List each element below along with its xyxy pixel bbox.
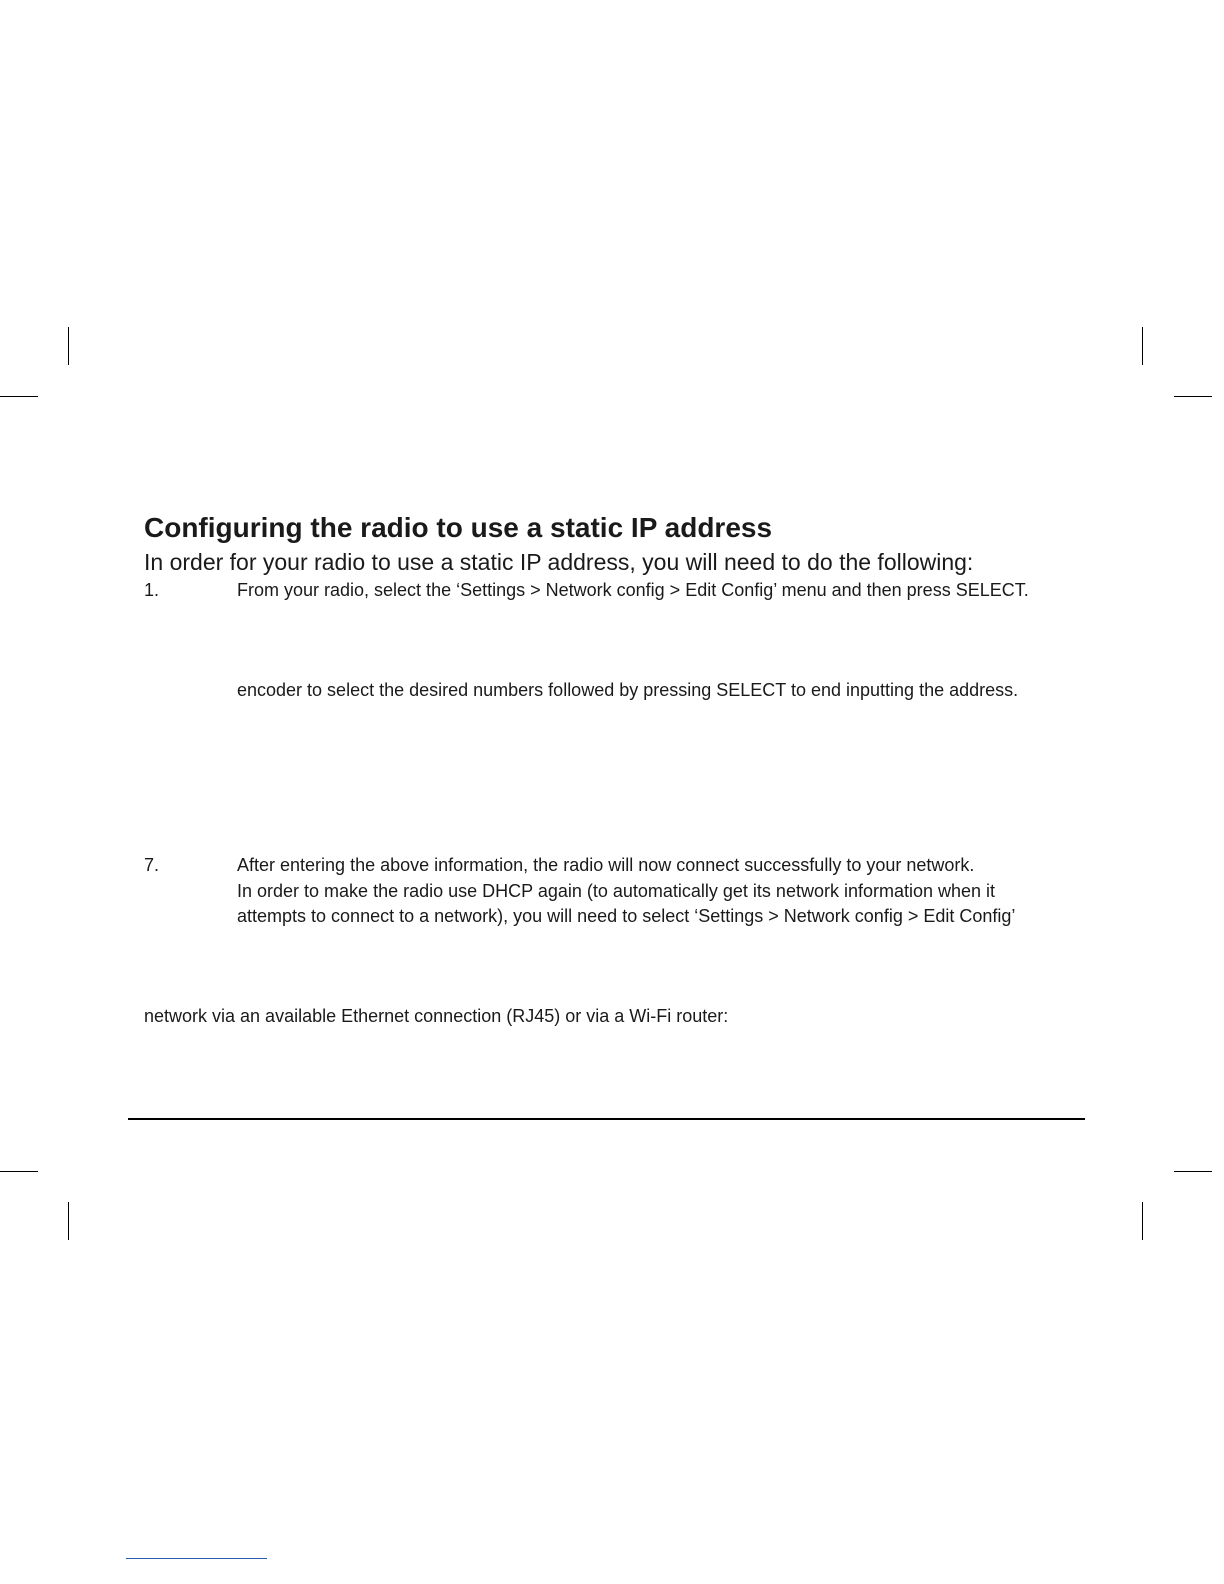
step-text-line: attempts to connect to a network), you will need to select ‘Settings > Network config > Edit Config’ — [237, 906, 1016, 926]
section-heading: Configuring the radio to use a static IP address — [144, 512, 773, 543]
step-text-line: encoder to select the desired numbers followed by pressing SELECT to end inputting the address. — [237, 680, 1019, 700]
crop-mark-bottom-right-vertical — [1142, 1202, 1143, 1240]
crop-mark-top-right-horizontal — [1174, 396, 1212, 397]
step-text-line: In order to make the radio use DHCP again (to automatically get its network information when it — [237, 881, 996, 901]
crop-mark-bottom-right-horizontal — [1174, 1171, 1212, 1172]
section-intro: In order for your radio to use a static IP address, you will need to do the following: — [144, 549, 974, 575]
footnote-rule — [126, 1558, 267, 1559]
step-number: 7. — [144, 855, 160, 875]
crop-mark-bottom-left-vertical — [68, 1202, 69, 1240]
horizontal-rule — [128, 1118, 1085, 1120]
step-text-line: From your radio, select the ‘Settings > Network config > Edit Config’ menu and then press SELECT. — [237, 580, 1029, 600]
crop-mark-top-right-vertical — [1142, 327, 1143, 365]
step-text-line: After entering the above information, the radio will now connect successfully to your network. — [237, 855, 975, 875]
footer-paragraph: network via an available Ethernet connection (RJ45) or via a Wi-Fi router: — [144, 1006, 729, 1026]
crop-mark-top-left-vertical — [68, 327, 69, 365]
step-number: 1. — [144, 580, 160, 600]
crop-mark-top-left-horizontal — [0, 396, 38, 397]
crop-mark-bottom-left-horizontal — [0, 1171, 38, 1172]
